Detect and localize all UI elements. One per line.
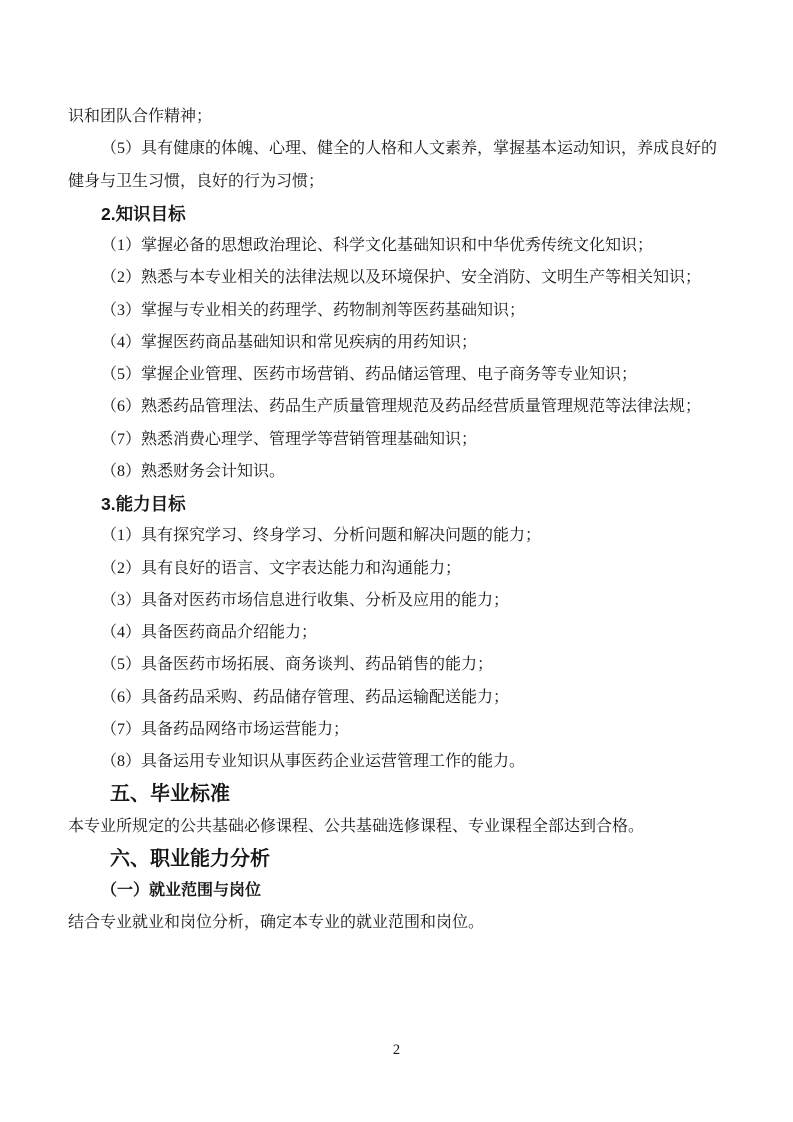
ability-item-1: （1）具有探究学习、终身学习、分析问题和解决问题的能力；: [101, 527, 542, 545]
employment-scope-paragraph: 结合专业就业和岗位分析，确定本专业的就业范围和岗位。: [68, 914, 485, 932]
ability-item-2: （2）具有良好的语言、文字表达能力和沟通能力；: [101, 559, 462, 577]
ability-item-7: （7）具备药品网络市场运营能力；: [101, 720, 350, 738]
knowledge-item-6: （6）熟悉药品管理法、药品生产质量管理规范及药品经营质量管理规范等法律法规；: [101, 398, 702, 416]
knowledge-item-4: （4）掌握医药商品基础知识和常见疾病的用药知识；: [101, 333, 478, 351]
page-number: 2: [392, 1042, 401, 1058]
knowledge-objectives-heading: 2.知识目标: [101, 203, 186, 224]
graduation-standard-paragraph: 本专业所规定的公共基础必修课程、公共基础选修课程、专业课程全部达到合格。: [68, 817, 645, 835]
knowledge-item-3: （3）掌握与专业相关的药理学、药物制剂等医药基础知识；: [101, 301, 526, 319]
document-content: [68, 101, 732, 940]
knowledge-item-2: （2）熟悉与本专业相关的法律法规以及环境保护、安全消防、文明生产等相关知识；: [101, 269, 702, 287]
knowledge-item-1: （1）掌握必备的思想政治理论、科学文化基础知识和中华优秀传统文化知识；: [101, 237, 654, 254]
continuation-paragraph: 识和团队合作精神；: [68, 108, 213, 125]
employment-scope-subheading: （一）就业范围与岗位: [101, 882, 262, 899]
knowledge-item-7: （7）熟悉消费心理学、管理学等营销管理基础知识；: [101, 430, 478, 448]
ability-objectives-heading: 3.能力目标: [101, 494, 186, 514]
knowledge-item-5: （5）掌握企业管理、医药市场营销、药品储运管理、电子商务等专业知识；: [101, 366, 638, 383]
ability-item-3: （3）具备对医药市场信息进行收集、分析及应用的能力；: [101, 591, 510, 609]
graduation-standard-heading: 五、毕业标准: [110, 783, 230, 806]
ability-item-4: （4）具备医药商品介绍能力；: [101, 624, 318, 641]
vocational-ability-heading: 六、职业能力分析: [110, 847, 270, 870]
knowledge-item-8: （8）熟悉财务会计知识。: [101, 462, 286, 480]
ability-item-6: （6）具备药品采购、药品储存管理、药品运输配送能力；: [101, 688, 510, 706]
health-objective-paragraph: （5）具有健康的体魄、心理、健全的人格和人文素养，掌握基本运动知识，养成良好的健身与卫生习惯，良好的行为习惯；: [68, 140, 718, 190]
ability-item-8: （8）具备运用专业知识从事医药企业运营管理工作的能力。: [101, 753, 526, 770]
ability-item-5: （5）具备医药市场拓展、商务谈判、药品销售的能力；: [101, 656, 494, 674]
